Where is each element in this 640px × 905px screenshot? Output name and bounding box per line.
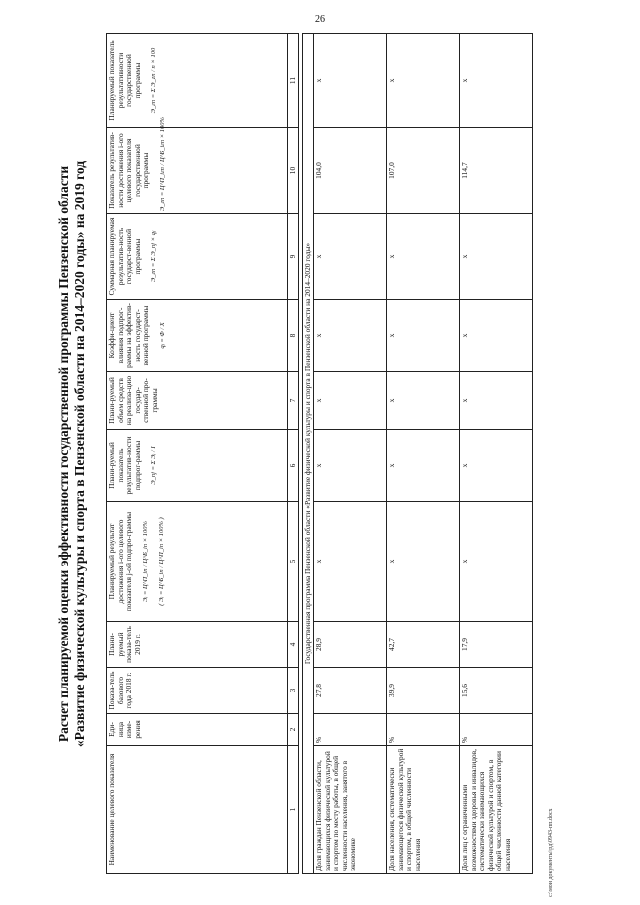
row-name: Доля граждан Пензенской области, занимающихся физической культурой и спортом по месту работы, в общей численности населения, занятого в экономике — [314, 746, 387, 874]
row-name: Доля лиц с ограниченными возможностями здоровья и инвалидов, систематически занимающихся физической культурой и спортом, в общей численности данной категории населения — [460, 746, 533, 874]
row-unit: % — [460, 714, 533, 746]
formula-8: qⱼ = Ф / X — [158, 322, 166, 349]
row-c9: x — [387, 214, 460, 300]
row-c9: x — [314, 214, 387, 300]
header-row — [107, 34, 288, 874]
row-c8: x — [460, 300, 533, 372]
row-c5: x — [387, 502, 460, 622]
header-col-1: Наименование целевого показателя — [107, 746, 288, 874]
col-num-11: 11 — [288, 34, 299, 128]
row-base: 39,9 — [387, 668, 460, 714]
row-c6: x — [314, 430, 387, 502]
row-base: 27,8 — [314, 668, 387, 714]
header-col-8: Коэффи-циент влияния подпрог-раммы на эффектив-ность государст-венной программы qⱼ = Ф / X — [107, 300, 288, 372]
row-plan: 28,9 — [314, 622, 387, 668]
row-c8: x — [387, 300, 460, 372]
table-row — [460, 34, 533, 874]
row-c6: x — [460, 430, 533, 502]
row-c10: 104,0 — [314, 128, 387, 214]
title-line-1: Расчет планируемой оценки эффективности государственной программы Пензенской области — [56, 165, 71, 743]
header-col-6: Плани-руемый показатель результатив-ности подпрог-раммы Э_пj = Σ Эᵢ / I — [107, 430, 288, 502]
row-name: Доля населения, систематически занимающегося физической культурой и спортом, в общей численности населения — [387, 746, 460, 874]
row-c11: x — [460, 34, 533, 128]
header-col-5: Планируемый результат достижения i-ого целевого показателя j-ой подпро-граммы Эᵢ = Ц^П_iп / Ц^Б_iп × 100% ( Эᵢ = Ц^Б_iп / Ц^П_iп × 100% ) — [107, 502, 288, 622]
table-row — [314, 34, 387, 874]
table-row — [387, 34, 460, 874]
formula-10: Э_гп = Ц^П_iгп / Ц^Б_iгп × 100% — [158, 117, 166, 211]
col-num-3: 3 — [288, 668, 299, 714]
row-c7: x — [460, 372, 533, 430]
col-num-4: 4 — [288, 622, 299, 668]
row-c6: x — [387, 430, 460, 502]
formula-5a: Эᵢ = Ц^П_iп / Ц^Б_iп × 100% — [141, 521, 149, 602]
header-col-2: Еди-ница изме-рения — [107, 714, 288, 746]
page-number: 26 — [315, 14, 325, 25]
col-num-1: 1 — [288, 746, 299, 874]
row-unit: % — [387, 714, 460, 746]
col-num-6: 6 — [288, 430, 299, 502]
row-c7: x — [314, 372, 387, 430]
row-c7: x — [387, 372, 460, 430]
col-num-10: 10 — [288, 128, 299, 214]
col-num-5: 5 — [288, 502, 299, 622]
row-c11: x — [387, 34, 460, 128]
header-col-11: Планируемый показатель результативности государственной программы Э_гп = Σ Э_гп / n × 100 — [107, 34, 288, 128]
header-col-10: Показатель результатив-ности достижения i-ого целевого показателя государственной программы Э_гп = Ц^П_iгп / Ц^Б_iгп × 100% — [107, 128, 288, 214]
row-c10: 114,7 — [460, 128, 533, 214]
row-c5: x — [460, 502, 533, 622]
section-row — [303, 34, 314, 874]
col-num-7: 7 — [288, 372, 299, 430]
col-num-8: 8 — [288, 300, 299, 372]
row-c9: x — [460, 214, 533, 300]
row-plan: 42,7 — [387, 622, 460, 668]
row-c10: 107,0 — [387, 128, 460, 214]
efficiency-table — [106, 33, 533, 874]
row-c11: x — [314, 34, 387, 128]
section-label: Государственная программа Пензенской области «Развитие физической культуры и спорта в Пензенской области на 2014–2020 годы» — [303, 34, 314, 874]
rotated-page — [56, 34, 566, 874]
footer-path: c:\мои документы\рд\0943-пп.docx — [548, 808, 554, 897]
header-col-4: Плани-руемый показа-тель 2019 г. — [107, 622, 288, 668]
header-col-9: Суммарная планируемая результатив-ность государст-венной программы Э_гп = Σ Э_пj × qⱼ — [107, 214, 288, 300]
row-c8: x — [314, 300, 387, 372]
formula-5b: ( Эᵢ = Ц^Б_iп / Ц^П_iп × 100% ) — [158, 517, 166, 606]
row-base: 15,6 — [460, 668, 533, 714]
col-num-2: 2 — [288, 714, 299, 746]
formula-9: Э_гп = Σ Э_пj × qⱼ — [150, 231, 158, 283]
row-unit: % — [314, 714, 387, 746]
formula-6: Э_пj = Σ Эᵢ / I — [150, 446, 158, 485]
row-c5: x — [314, 502, 387, 622]
document-title — [56, 34, 88, 874]
col-num-9: 9 — [288, 214, 299, 300]
header-col-7: Плани-руемый объем средств на реализа-цию государ-ственной про-граммы — [107, 372, 288, 430]
row-plan: 17,9 — [460, 622, 533, 668]
column-number-row — [288, 34, 299, 874]
header-col-3: Показа-тель базового года 2018 г. — [107, 668, 288, 714]
formula-11: Э_гп = Σ Э_гп / n × 100 — [150, 47, 158, 114]
title-line-2: «Развитие физической культуры и спорта в Пензенской области на 2014–2020 годы» на 2019 год — [72, 160, 87, 748]
